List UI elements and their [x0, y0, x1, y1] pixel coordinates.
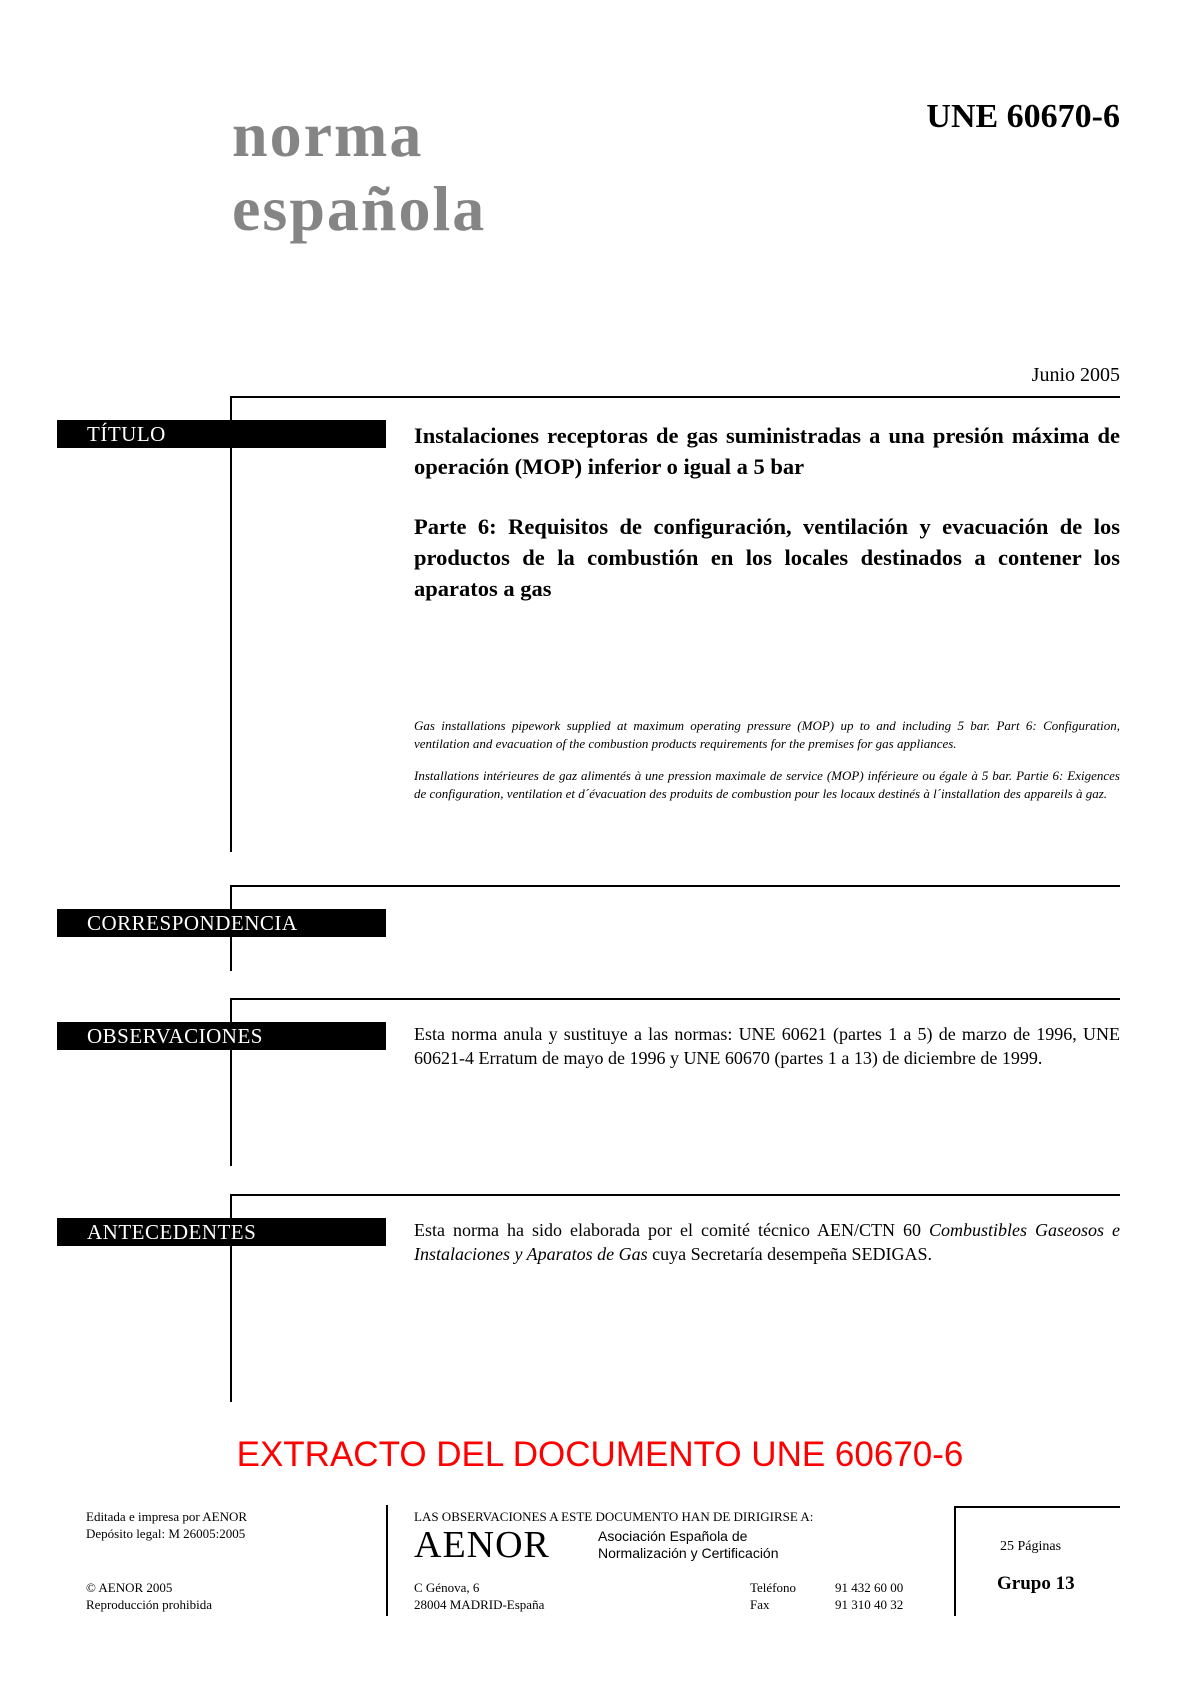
standard-code: UNE 60670-6 [926, 98, 1120, 135]
footer-publisher [86, 1508, 247, 1542]
extract-notice: EXTRACTO DEL DOCUMENTO UNE 60670-6 [236, 1435, 964, 1474]
page-count: 25 Páginas [1000, 1539, 1062, 1554]
association-line-1: Asociación Española de [598, 1528, 748, 1544]
section-vertical-rule [230, 396, 232, 852]
association-line-2: Normalización y Certificación [598, 1545, 779, 1561]
committee-name: Combustibles Gaseosos e Instalaciones y Aparatos de Gas [414, 1220, 1121, 1264]
antecedentes-text [414, 1218, 1120, 1266]
section-label-observaciones: OBSERVACIONES [57, 1022, 386, 1050]
address-street: C Génova, 6 [414, 1580, 480, 1595]
section-divider [230, 396, 1120, 398]
price-group: Grupo 13 [997, 1573, 1075, 1594]
fax-number: 91 310 40 32 [835, 1597, 904, 1612]
antecedentes-text-end: cuya Secretaría desempeña SEDIGAS. [647, 1244, 933, 1264]
phone-number: 91 432 60 00 [835, 1580, 904, 1595]
title-french: Installations intérieures de gaz alimentés à une pression maximale de service (MOP) inférieure ou égale à 5 bar. Partie 6: Exigences de configuration, ventilation et d´évacuation des produits de combustion pour les locaux destinés à l´installation des appareils à gaz. [414, 768, 1120, 801]
title-translations [414, 717, 1120, 817]
section-divider [230, 998, 1120, 1000]
footer-divider [386, 1505, 388, 1616]
section-divider [230, 1194, 1120, 1196]
title-part: Parte 6: Requisitos de configuración, ventilación y evacuación de los productos de la combustión en los locales destinados a contener los aparatos a gas [414, 514, 1120, 601]
address-city: 28004 MADRID-España [414, 1597, 545, 1612]
pages-box-top-rule [954, 1506, 1120, 1508]
reproduction-notice: Reproducción prohibida [86, 1597, 212, 1612]
legal-deposit: Depósito legal: M 26005:2005 [86, 1526, 246, 1541]
antecedentes-text-start: Esta norma ha sido elaborada por el comité técnico AEN/CTN 60 [414, 1220, 929, 1240]
observations-heading: LAS OBSERVACIONES A ESTE DOCUMENTO HAN DE DIRIGIRSE A: [414, 1509, 814, 1524]
section-divider [230, 885, 1120, 887]
fax-label: Fax [750, 1597, 770, 1612]
section-label-antecedentes: ANTECEDENTES [57, 1218, 386, 1246]
brand-line-1: norma [232, 99, 424, 170]
publication-date: Junio 2005 [1031, 364, 1120, 386]
brand-line-2: española [232, 173, 487, 244]
title-english: Gas installations pipework supplied at maximum operating pressure (MOP) up to and including 5 bar. Part 6: Configuration, ventilation and evacuation of the combustion products requirements for the premises for gas appliances. [414, 718, 1120, 751]
pages-box-left-rule [954, 1506, 956, 1616]
aenor-address [414, 1579, 544, 1613]
brand-title [232, 98, 486, 246]
contact-values [835, 1579, 903, 1613]
association-name [598, 1528, 779, 1562]
observaciones-text: Esta norma anula y sustituye a las normas: UNE 60621 (partes 1 a 5) de marzo de 1996, UNE 60621-4 Erratum de mayo de 1996 y UNE 60670 (partes 1 a 13) de diciembre de 1999. [414, 1024, 1120, 1068]
section-label-correspondencia: CORRESPONDENCIA [57, 909, 386, 937]
edited-by: Editada e impresa por AENOR [86, 1509, 248, 1524]
phone-label: Teléfono [750, 1580, 797, 1595]
contact-labels [750, 1579, 796, 1613]
aenor-logo: AENOR [414, 1524, 550, 1566]
copyright-notice: © AENOR 2005 [86, 1580, 173, 1595]
document-title [414, 420, 1120, 633]
title-main: Instalaciones receptoras de gas suministradas a una presión máxima de operación (MOP) inferior o igual a 5 bar [414, 423, 1120, 479]
footer-copyright [86, 1579, 212, 1613]
section-label-titulo: TÍTULO [57, 420, 386, 448]
